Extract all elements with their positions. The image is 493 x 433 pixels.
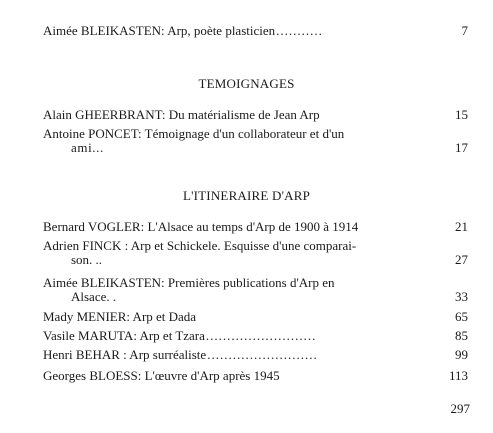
toc-entry-text-continued: son. .. (71, 253, 103, 267)
toc-entry-text: Antoine PONCET: Témoignage d'un collaborateur et d'un (43, 127, 345, 141)
toc-leader: .......................... (205, 329, 317, 343)
toc-entry-text-continued: ami... (71, 141, 104, 155)
toc-entry-text: Mady MENIER: Arp et Dada (43, 310, 197, 324)
toc-page-number: 15 (455, 107, 468, 122)
toc-page-number: 17 (455, 140, 468, 155)
toc-page-number: 85 (455, 328, 468, 343)
toc-page-number: 27 (455, 252, 468, 267)
toc-entry-text: Vasile MARUTA: Arp et Tzara (43, 329, 205, 343)
toc-page-number: 65 (455, 309, 468, 324)
toc-page-number: 113 (448, 368, 468, 383)
toc-leader: ........... (276, 24, 323, 38)
toc-entry-text: Aimée BLEIKASTEN: Arp, poète plasticien (43, 24, 276, 38)
toc-entry (43, 276, 468, 304)
toc-entry (43, 369, 468, 383)
section-title-itineraire: L'ITINERAIRE D'ARP (182, 188, 311, 203)
toc-entry (43, 127, 468, 155)
toc-entry-text: Aimée BLEIKASTEN: Premières publications d'Arp en (43, 276, 335, 290)
toc-entry (43, 108, 468, 122)
toc-entry (43, 310, 468, 324)
toc-entry-intro (43, 24, 468, 38)
toc-entry-text-continued: Alsace. . (71, 290, 117, 304)
toc-entry (43, 239, 468, 267)
toc-leader: .......................... (207, 348, 318, 362)
toc-page-number: 7 (461, 23, 468, 38)
toc-entry (43, 220, 468, 234)
toc-entry (43, 348, 468, 362)
toc-entry-text: Georges BLOESS: L'œuvre d'Arp après 1945 (43, 369, 280, 383)
toc-entry-text: Bernard VOGLER: L'Alsace au temps d'Arp de 1900 à 1914 (43, 220, 359, 234)
toc-page-number: 21 (455, 219, 468, 234)
folio-page-number: 297 (450, 401, 470, 416)
section-title-temoignages: TEMOIGNAGES (198, 76, 295, 91)
toc-entry-text: Alain GHEERBRANT: Du matérialisme de Jean Arp (43, 108, 320, 122)
toc-entry (43, 329, 468, 343)
toc-entry-text: Henri BEHAR : Arp surréaliste (43, 348, 207, 362)
toc-page-number: 33 (455, 289, 468, 304)
toc-page-number: 99 (455, 347, 468, 362)
toc-entry-text: Adrien FINCK : Arp et Schickele. Esquisse d'une comparai- (43, 239, 357, 253)
